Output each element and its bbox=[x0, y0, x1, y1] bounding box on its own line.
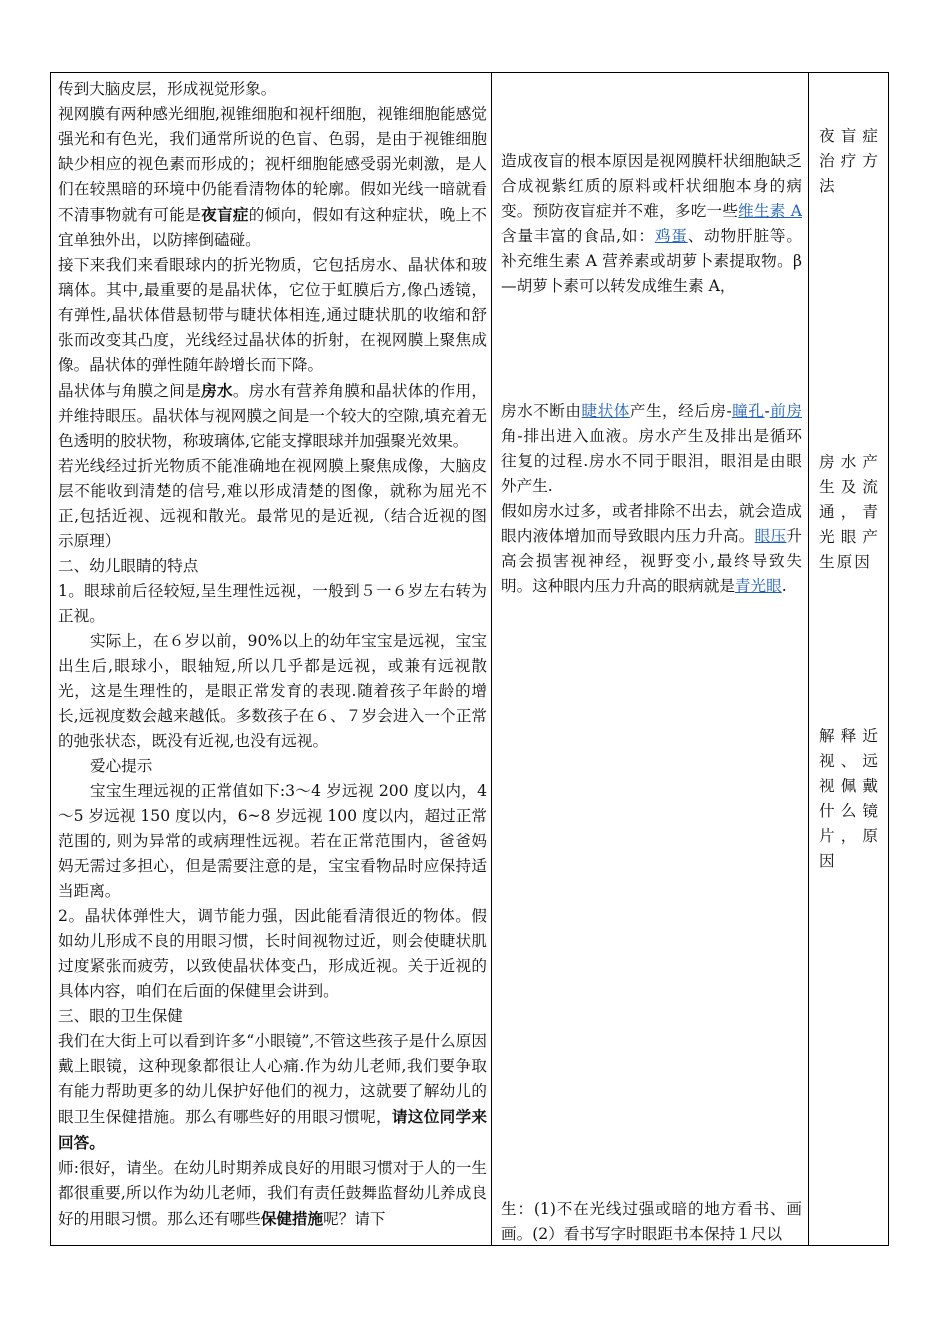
aqueous-flow-block: 房水不断由睫状体产生，经后房-瞳孔-前房角-排出进入血液。房水产生及排出是循环往复的过程.房水不同于眼泪，眼泪是由眼外产生. 假如房水过多，或者排除不出去，就会造成眼内液体增加而导致眼内压力升高。眼压升高会损害视神经，视野变小,最终导致失明。这种眼内压力升高的眼病就是青光眼. bbox=[501, 402, 802, 595]
paragraph-aqueous-humor: 晶状体与角膜之间是房水。房水有营养角膜和晶状体的作用，并维持眼压。晶状体与视网膜之间是一个较大的空隙,填充着无色透明的胶状物，称玻璃体,它能支撑眼球并加强聚光效果。 bbox=[58, 381, 487, 450]
paragraph-teacher: 师:很好，请坐。在幼儿时期养成良好的用眼习惯对于人的一生都很重要,所以作为幼儿老师，我们有责任鼓舞监督幼儿养成良好的用眼习惯。那么还有哪些保健措施呢？请下 bbox=[58, 1159, 487, 1228]
vitamin-a-link[interactable]: 维生素 A bbox=[738, 202, 802, 220]
paragraph-glasses: 我们在大街上可以看到许多“小眼镜”,不管这些孩子是什么原因戴上眼镜，这种现象都很让人心痛.作为幼儿老师,我们要争取有能力帮助更多的幼儿保护好他们的视力，这就要了解幼儿的眼卫生保健措施。那么有哪些好的用眼习惯呢，请这位同学来回答。 bbox=[58, 1032, 487, 1152]
paragraph-refractive-error: 若光线经过折光物质不能准确地在视网膜上聚焦成像，大脑皮层不能收到清楚的信号,难以形成清楚的图像，就称为屈光不正,包括近视、远视和散光。最常见的是近视,（结合近视的图示原理） bbox=[58, 457, 487, 550]
section-heading-eye-care: 三、眼的卫生保健 bbox=[58, 1007, 183, 1025]
paragraph-point-2: 2。晶状体弹性大，调节能力强，因此能看清很近的物体。假如幼儿形成不良的用眼习惯，长时间视物过近，则会使睫状肌过度紧张而疲劳，以致使晶状体变凸，形成近视。关于近视的具体内容，咱们在后面的保健里会讲到。 bbox=[58, 907, 487, 1000]
paragraph-visual-cortex: 传到大脑皮层，形成视觉形象。 bbox=[58, 80, 277, 98]
table-row bbox=[51, 73, 889, 1246]
aqueous-humor-term: 房水 bbox=[201, 381, 233, 400]
paragraph-point-1: 1。眼球前后径较短,呈生理性远视，一般到５一６岁左右转为正视。 bbox=[58, 582, 487, 625]
intraocular-pressure-link[interactable]: 眼压 bbox=[754, 527, 787, 545]
student-answer-block: 生：(1)不在光线过强或暗的地方看书、画画。(2）看书写字时眼距书本保持１尺以 bbox=[501, 1200, 802, 1243]
note-aqueous-glaucoma: 房水产生及流通，青光眼产生原因 bbox=[819, 453, 880, 571]
egg-link[interactable]: 鸡蛋 bbox=[654, 227, 688, 245]
notes-cell bbox=[809, 73, 889, 1246]
paragraph-hyperopia: 实际上，在６岁以前，90%以上的幼年宝宝是远视，宝宝出生后,眼球小，眼轴短,所以几乎都是远视，或兼有远视散光，这是生理性的，是眼正常发育的表现.随着孩子年龄的增长,远视度数会越来越低。多数孩子在６、７岁会进入一个正常的弛张状态，既没有近视,也没有远视。 bbox=[58, 632, 487, 750]
night-blindness-cause-block: 造成夜盲的根本原因是视网膜杆状细胞缺乏合成视紫红质的原料或杆状细胞本身的病变。预防夜盲症并不难，多吃一些维生素 A 含量丰富的食品,如：鸡蛋、动物肝脏等。补充维生素 A 营养素或胡萝卜素提取物。β—胡萝卜素可以转发成维生素 A， bbox=[501, 152, 802, 295]
glaucoma-link[interactable]: 青光眼 bbox=[734, 577, 782, 595]
care-measures-term: 保健措施 bbox=[260, 1209, 324, 1228]
teaching-content-cell bbox=[51, 73, 492, 1246]
care-tip-heading: 爱心提示 bbox=[90, 757, 153, 775]
pupil-link[interactable]: 瞳孔 bbox=[731, 402, 765, 420]
supplement-cell bbox=[492, 73, 809, 1246]
ciliary-body-link[interactable]: 睫状体 bbox=[581, 402, 630, 420]
paragraph-normal-values: 宝宝生理远视的正常值如下:3～4 岁远视 200 度以内，4～5 岁远视 150 度以内，6~8 岁远视 100 度以内，超过正常范围的, 则为异常的或病理性远视。若在正常范围内，爸爸妈妈无需过多担心，但是需要注意的是，宝宝看物品时应保持适当距离。 bbox=[58, 782, 487, 900]
paragraph-photoreceptors: 视网膜有两种感光细胞,视锥细胞和视杆细胞，视锥细胞能感觉强光和有色光，我们通常所说的色盲、色弱，是由于视锥细胞缺少相应的视色素而形成的；视杆细胞能感受弱光刺激，是人们在较黑暗的环境中仍能看清物体的轮廓。假如光线一暗就看不清事物就有可能是夜盲症的倾向，假如有这种症状，晚上不宜单独外出，以防摔倒磕碰。 bbox=[58, 105, 487, 249]
question-prompt: 请这位同学来回答。 bbox=[58, 1107, 487, 1152]
note-night-blindness: 夜盲症治疗方法 bbox=[819, 127, 880, 195]
paragraph-refractive-media: 接下来我们来看眼球内的折光物质，它包括房水、晶状体和玻璃体。其中,最重要的是晶状体，它位于虹膜后方,像凸透镜，有弹性,晶状体借悬韧带与睫状体相连,通过睫状肌的收缩和舒张而改变其凸度，光线经过晶状体的折射，在视网膜上聚焦成像。晶状体的弹性随年龄增长而下降。 bbox=[58, 256, 487, 374]
section-heading-child-eye: 二、幼儿眼睛的特点 bbox=[58, 557, 199, 575]
night-blindness-term: 夜盲症 bbox=[201, 205, 249, 224]
anterior-chamber-link[interactable]: 前房 bbox=[769, 402, 802, 420]
lesson-plan-table bbox=[50, 72, 889, 1246]
note-myopia-lenses: 解释近视、远视佩戴什么镜片，原因 bbox=[819, 727, 880, 870]
